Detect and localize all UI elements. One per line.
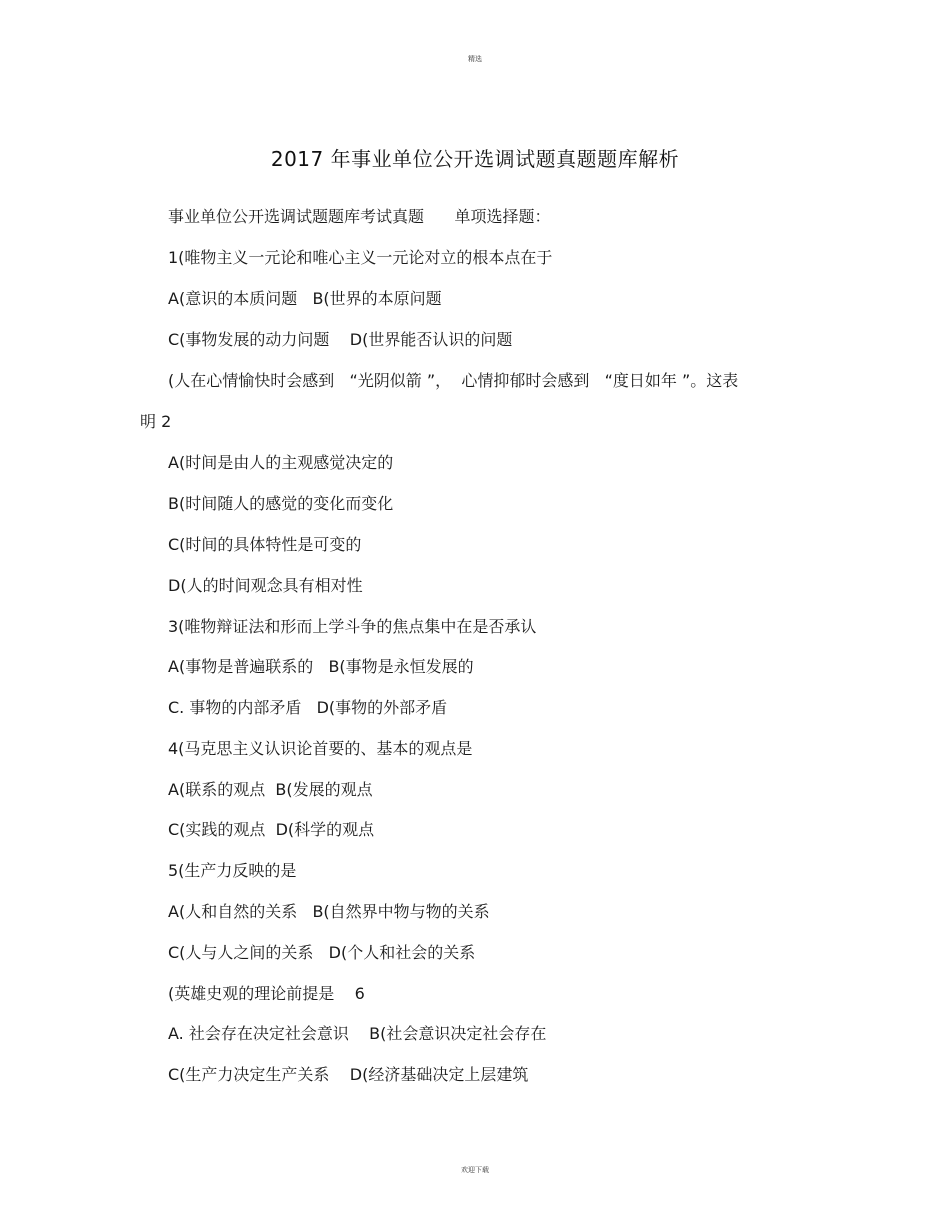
question-5: 5(生产力反映的是 [168, 861, 297, 880]
intro-line: 事业单位公开选调试题题库考试真题 单项选择题： [168, 207, 551, 226]
question-6-options-cd: C(生产力决定生产关系 D(经济基础决定上层建筑 [168, 1065, 529, 1084]
question-5-options-cd: C(人与人之间的关系 D(个人和社会的关系 [168, 943, 476, 962]
header-mark: 精选 [468, 55, 482, 63]
question-2: (人在心情愉快时会感到 “光阴似箭 ”， 心情抑郁时会感到 “度日如年 ”。这表 [168, 371, 739, 390]
question-2-option-a: A(时间是由人的主观感觉决定的 [168, 453, 394, 472]
question-2-option-b: B(时间随人的感觉的变化而变化 [168, 494, 394, 513]
footer-mark: 欢迎下载 [461, 1166, 489, 1174]
question-4-options-ab: A(联系的观点 B(发展的观点 [168, 780, 373, 799]
question-6-options-ab: A. 社会存在决定社会意识 B(社会意识决定社会存在 [168, 1024, 547, 1043]
question-1-options-ab: A(意识的本质问题 B(世界的本原问题 [168, 289, 442, 308]
question-1: 1(唯物主义一元论和唯心主义一元论对立的根本点在于 [168, 248, 553, 267]
question-3-options-ab: A(事物是普遍联系的 B(事物是永恒发展的 [168, 657, 474, 676]
question-6: (英雄史观的理论前提是 6 [168, 984, 365, 1003]
question-3: 3(唯物辩证法和形而上学斗争的焦点集中在是否承认 [168, 617, 537, 636]
question-1-options-cd: C(事物发展的动力问题 D(世界能否认识的问题 [168, 330, 513, 349]
question-5-options-ab: A(人和自然的关系 B(自然界中物与物的关系 [168, 902, 490, 921]
question-2-continued: 明 2 [140, 412, 172, 431]
question-4-options-cd: C(实践的观点 D(科学的观点 [168, 820, 375, 839]
question-3-options-cd: C. 事物的内部矛盾 D(事物的外部矛盾 [168, 698, 448, 717]
question-2-option-d: D(人的时间观念具有相对性 [168, 576, 363, 595]
document-title: 2017 年事业单位公开选调试题真题题库解析 [270, 147, 680, 171]
question-2-option-c: C(时间的具体特性是可变的 [168, 535, 362, 554]
question-4: 4(马克思主义认识论首要的、基本的观点是 [168, 739, 473, 758]
